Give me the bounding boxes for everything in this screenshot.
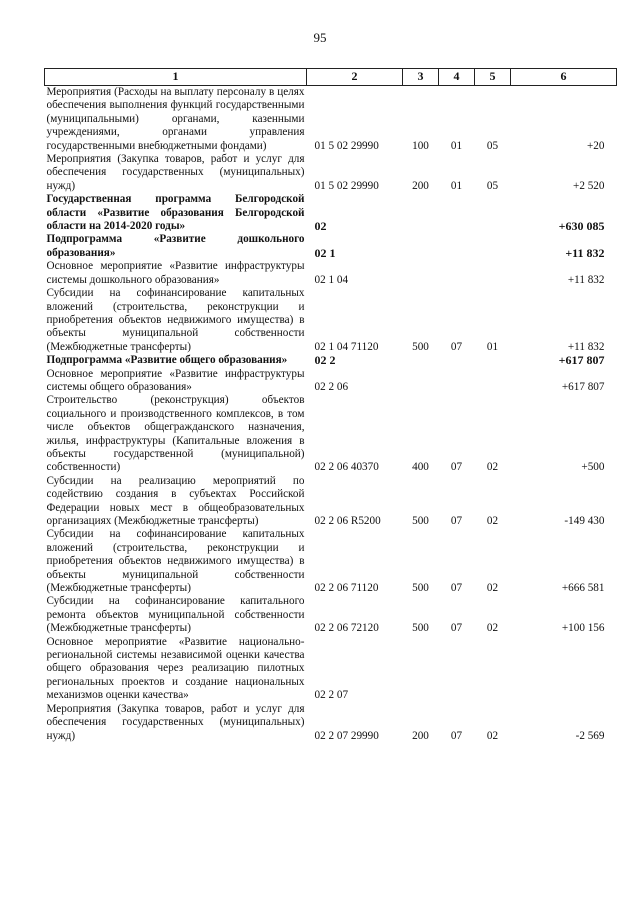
row-amount: -149 430 [564, 515, 605, 527]
row-subsection [475, 368, 511, 395]
row-section: 07 [450, 461, 463, 474]
column-header-subsection: 5 [475, 69, 511, 86]
table-row [45, 636, 617, 703]
row-code: 01 5 02 29990 [314, 179, 379, 192]
row-name: Строительство (реконструкция) объектов социального и производственного комплексов, в том числе объектов общегражданского назначения, жилья, инфраструктуры (Капитальные вложения в объекты государственной (муниципальной) собственности) [46, 394, 305, 474]
row-code: 02 2 [314, 353, 336, 368]
row-name: Подпрограмма «Развитие общего образования» [46, 354, 288, 367]
row-expense-type: 400 [412, 461, 429, 474]
row-amount: +666 581 [561, 582, 605, 595]
row-expense-type [403, 636, 439, 703]
row-name: Субсидии на софинансирование капитального ремонта объектов муниципальной собственности (Межбюджетные трансферты) [46, 595, 305, 635]
row-section [439, 260, 475, 287]
row-amount: +500 [581, 461, 605, 474]
table-row [45, 528, 617, 595]
row-name: Мероприятия (Закупка товаров, работ и услуг для обеспечения государственных (муниципальных) нужд) [46, 153, 305, 192]
row-section [439, 233, 475, 260]
row-name: Государственная программа Белгородской области «Развитие образования Белгородской области на 2014-2020 годы» [46, 193, 305, 233]
row-code: 02 2 06 40370 [314, 461, 379, 474]
table-row [45, 475, 617, 529]
row-code: 02 2 06 [314, 380, 349, 393]
row-subsection [475, 233, 511, 260]
row-expense-type [403, 368, 439, 395]
row-section: 07 [450, 729, 463, 742]
row-code: 02 2 06 72120 [314, 622, 379, 635]
row-code: 02 2 07 [314, 689, 349, 702]
budget-table [44, 68, 617, 743]
row-code: 02 2 07 29990 [314, 729, 379, 742]
row-amount: +11 832 [567, 340, 605, 353]
row-subsection [475, 354, 511, 367]
row-subsection: 05 [486, 139, 499, 152]
row-code: 02 2 06 R5200 [314, 515, 381, 527]
row-name: Основное мероприятие «Развитие инфраструктуры системы общего образования» [46, 367, 305, 393]
table-row [45, 287, 617, 354]
row-subsection: 01 [486, 340, 499, 353]
table-row [45, 233, 617, 260]
row-expense-type: 200 [412, 179, 429, 192]
row-subsection: 02 [486, 515, 499, 527]
row-amount: +617 807 [561, 380, 605, 393]
row-name: Субсидии на реализацию мероприятий по содействию создания в субъектах Российской Федерации новых мест в общеобразовательных организациях (Межбюджетные трансферты) [46, 474, 305, 527]
table-header [45, 69, 617, 86]
row-amount: +11 832 [565, 245, 605, 260]
row-section [439, 193, 475, 233]
row-code: 01 5 02 29990 [314, 139, 379, 152]
row-amount: +100 156 [561, 622, 605, 635]
row-section: 01 [450, 139, 463, 152]
column-header-expense-type: 3 [403, 69, 439, 86]
row-section [439, 354, 475, 367]
row-subsection: 05 [486, 179, 499, 192]
row-expense-type: 200 [412, 729, 429, 742]
row-code: 02 [314, 219, 327, 234]
column-header-amount: 6 [511, 69, 617, 86]
row-section [439, 636, 475, 703]
row-section: 01 [450, 179, 463, 192]
row-name: Основное мероприятие «Развитие национально-региональной системы независимой оценки качества общего образования через реализацию пилотных региональных проектов и создание национальных механизмов оценки качества» [46, 635, 305, 702]
table-row [45, 703, 617, 743]
row-name: Основное мероприятие «Развитие инфраструктуры системы дошкольного образования» [46, 260, 305, 286]
row-amount: +11 832 [567, 273, 605, 286]
column-header-section: 4 [439, 69, 475, 86]
table-row [45, 354, 617, 367]
row-section: 07 [450, 515, 463, 527]
row-name: Мероприятия (Расходы на выплату персоналу в целях обеспечения выполнения функций государственными (муниципальными) органами, казенными учреждениями, органами управления государственными внебюджетными фондами) [46, 86, 305, 152]
row-name: Подпрограмма «Развитие дошкольного образования» [46, 233, 305, 259]
column-header-name: 1 [45, 69, 307, 86]
row-expense-type [403, 233, 439, 260]
row-code: 02 1 [314, 245, 336, 260]
row-subsection [475, 193, 511, 233]
table-row [45, 394, 617, 474]
row-subsection: 02 [486, 582, 499, 595]
row-expense-type: 500 [412, 622, 429, 635]
row-section: 07 [450, 582, 463, 595]
row-subsection: 02 [486, 461, 499, 474]
row-amount: +20 [587, 139, 605, 152]
row-amount: +617 807 [558, 353, 605, 368]
row-name: Субсидии на софинансирование капитальных вложений (строительства, реконструкции и приобретения объектов недвижимого имущества) в объекты муниципальной собственности (Межбюджетные трансферты) [46, 287, 305, 353]
row-expense-type [403, 193, 439, 233]
row-subsection [475, 636, 511, 703]
row-section [439, 368, 475, 395]
row-subsection: 02 [486, 622, 499, 635]
table-body [45, 86, 617, 743]
row-expense-type: 500 [412, 582, 429, 595]
table-row [45, 595, 617, 635]
table-row [45, 86, 617, 154]
row-expense-type [403, 354, 439, 367]
table-row [45, 368, 617, 395]
row-code: 02 2 06 71120 [314, 582, 379, 595]
row-amount: +2 520 [573, 179, 605, 192]
table-row [45, 260, 617, 287]
column-header-code: 2 [307, 69, 403, 86]
row-amount [511, 636, 617, 703]
row-expense-type: 100 [412, 139, 429, 152]
row-name: Субсидии на софинансирование капитальных вложений (строительства, реконструкции и приобретения объектов недвижимого имущества) в объекты муниципальной собственности (Межбюджетные трансферты) [46, 528, 305, 595]
row-code: 02 1 04 71120 [314, 340, 379, 353]
row-subsection: 02 [486, 729, 499, 742]
row-section: 07 [450, 622, 463, 635]
table-row [45, 153, 617, 193]
row-expense-type: 500 [412, 515, 429, 527]
row-amount: -2 569 [575, 729, 605, 742]
row-section: 07 [450, 340, 463, 353]
page-number: 95 [313, 30, 327, 45]
row-subsection [475, 260, 511, 287]
row-amount: +630 085 [558, 219, 605, 234]
row-name: Мероприятия (Закупка товаров, работ и услуг для обеспечения государственных (муниципальных) нужд) [46, 702, 305, 742]
row-code: 02 1 04 [314, 273, 349, 286]
table-row [45, 193, 617, 233]
row-expense-type [403, 260, 439, 287]
row-expense-type: 500 [412, 340, 429, 353]
